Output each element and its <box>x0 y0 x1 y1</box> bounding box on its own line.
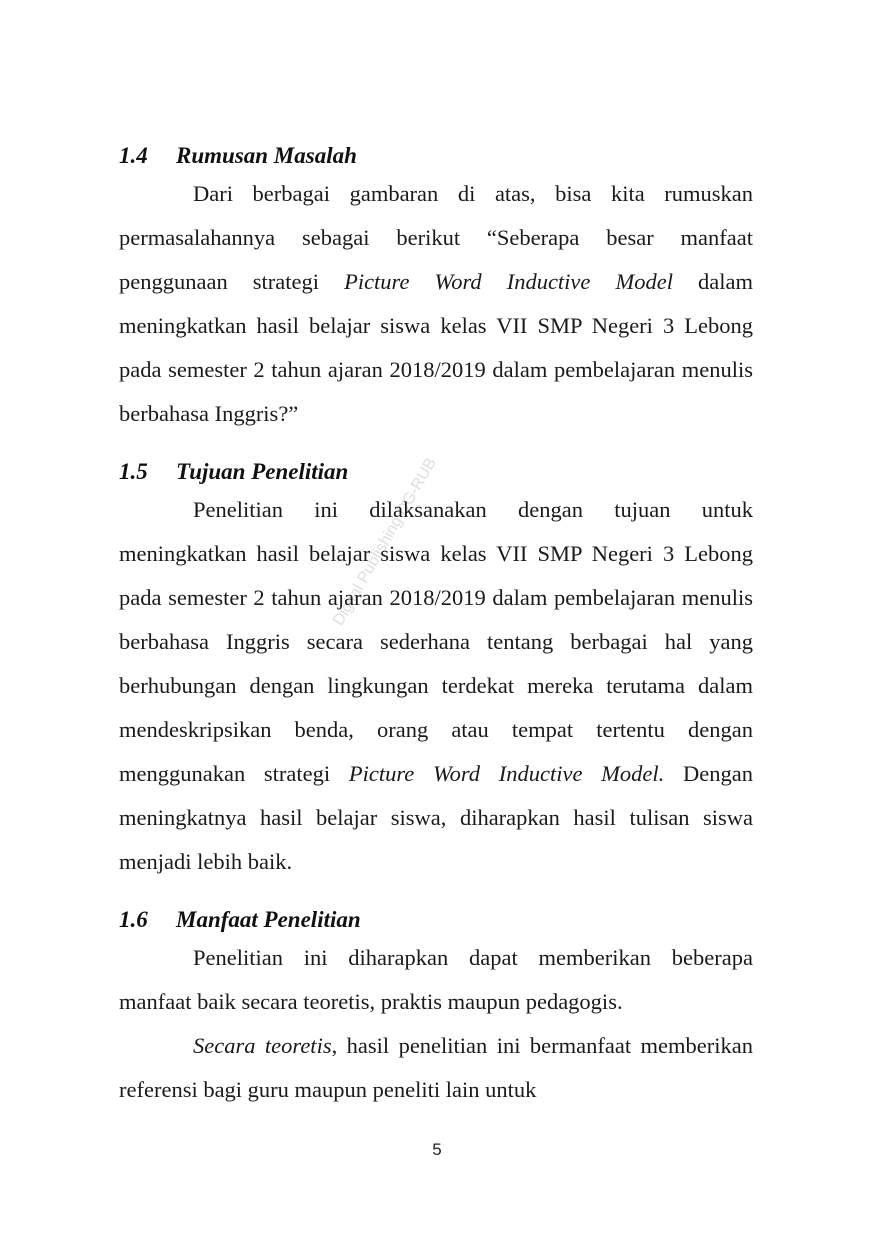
italic-term: Picture Word Inductive Model. <box>348 761 665 786</box>
watermark: Digital Publishing DG-RUB <box>330 455 440 629</box>
paragraph-text: Dengan meningkatnya hasil belajar siswa, diharapkan hasil tulisan siswa menjadi lebih baik. <box>119 761 753 874</box>
section-heading-rumusan-masalah <box>119 140 753 172</box>
paragraph-text: dalam meningkatkan hasil belajar siswa kelas VII SMP Negeri 3 Lebong pada semester 2 tahun ajaran 2018/2019 dalam pembelajaran menulis berbahasa Inggris?” <box>119 269 753 426</box>
section-heading-tujuan-penelitian <box>119 456 753 488</box>
paragraph-rumusan-masalah <box>119 172 753 436</box>
paragraph-text: , hasil penelitian ini bermanfaat memberikan referensi bagi guru maupun peneliti lain untuk <box>119 1033 753 1102</box>
italic-term: Picture Word Inductive Model <box>344 269 673 294</box>
section-title: Rumusan Masalah <box>176 143 357 168</box>
paragraph-tujuan-penelitian <box>119 488 753 884</box>
paragraph-text: Penelitian ini dilaksanakan dengan tujuan untuk meningkatkan hasil belajar siswa kelas VII SMP Negeri 3 Lebong pada semester 2 tahun ajaran 2018/2019 dalam pembelajaran menulis berbahasa Inggris secara sederhana tentang berbagai hal yang berhubungan dengan lingkungan terdekat mereka terutama dalam mendeskripsikan benda, orang atau tempat tertentu dengan menggunakan strategi <box>119 497 753 786</box>
section-number: 1.6 <box>119 907 148 932</box>
page-number: 5 <box>432 1140 442 1159</box>
page-content <box>119 140 753 1112</box>
paragraph-manfaat-intro: Penelitian ini diharapkan dapat memberikan beberapa manfaat baik secara teoretis, praktis maupun pedagogis. <box>119 945 753 1014</box>
section-title: Manfaat Penelitian <box>176 907 361 932</box>
section-number: 1.5 <box>119 459 148 484</box>
paragraph-text: Dari berbagai gambaran di atas, bisa kita rumuskan permasalahannya sebagai berikut “Seberapa besar manfaat penggunaan strategi <box>119 181 753 294</box>
section-title: Tujuan Penelitian <box>176 459 349 484</box>
italic-term: Secara teoretis <box>193 1033 332 1058</box>
section-heading-manfaat-penelitian <box>119 904 753 936</box>
section-number: 1.4 <box>119 143 148 168</box>
paragraph-manfaat-teoretis <box>119 1024 753 1112</box>
